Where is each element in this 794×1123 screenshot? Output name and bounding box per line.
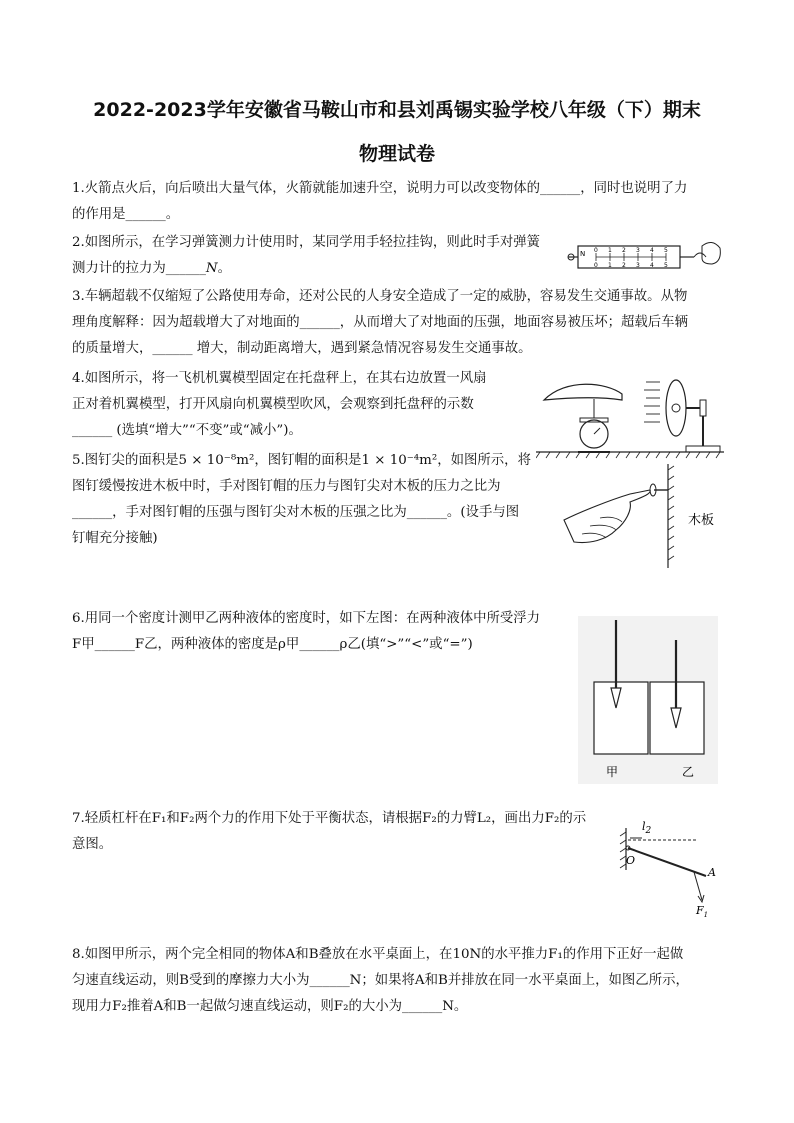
wing-model (544, 384, 622, 400)
scale-tick-label: 2 (622, 262, 626, 269)
q8-line1: 8.如图甲所示，两个完全相同的物体A和B叠放在水平桌面上，在10N的水平推力F₁的作用下正好一起做 (72, 947, 684, 962)
q2-line2c: 。 (217, 261, 232, 276)
scale-tick-label: 0 (594, 247, 598, 254)
lever-figure (612, 814, 722, 922)
q6-line1: 6.用同一个密度计测甲乙两种液体的密度时，如下左图：在两种液体中所受浮力 (72, 611, 541, 626)
scale-tick-label: 1 (608, 262, 612, 269)
question-8 (72, 942, 689, 1020)
scale-tick-label: 0 (594, 262, 598, 269)
pushpin-figure (560, 460, 730, 572)
q3-line3: 的质量增大，______ 增大，制动距离增大，遇到紧急情况容易发生交通事故。 (72, 341, 532, 356)
q1-line1: 1.火箭点火后，向后喷出大量气体，火箭就能加速升空，说明力可以改变物体的______，同时也说明了力 (72, 181, 688, 196)
q3-line1: 3.车辆超载不仅缩短了公路使用寿命，还对公民的人身安全造成了一定的威胁，容易发生交通事故。从物 (72, 289, 688, 304)
q3-line2: 理角度解释：因为超载增大了对地面的______，从而增大了对地面的压强，地面容易被压坏；超载后车辆 (72, 315, 688, 330)
board-label: 木板 (688, 513, 715, 528)
pivot-label: O (626, 854, 636, 867)
force-f1-arrow (694, 872, 702, 900)
hand-icon (564, 490, 650, 543)
q4-line1: 4.如图所示，将一飞机机翼模型固定在托盘秤上，在其右边放置一风扇 (72, 371, 487, 386)
q5-line1a: 5.图钉尖的面积是 (72, 453, 179, 468)
q2-line1: 2.如图所示，在学习弹簧测力计使用时，某同学用手轻拉挂钩，则此时手对弹簧 (72, 235, 541, 250)
l2-label (642, 820, 652, 836)
question-4 (72, 366, 487, 444)
scale-tick-label: 3 (636, 247, 640, 254)
l2-subscript: 2 (645, 826, 652, 836)
page-title: 2022-2023学年安徽省马鞍山市和县刘禹锡实验学校八年级（下）期末 (93, 99, 701, 121)
q6-line2: F甲______F乙，两种液体的密度是ρ甲______ρ乙(填“>”“<”或“=”) (72, 637, 473, 652)
scale-tick-label: 4 (650, 247, 654, 254)
q8-line2: 匀速直线运动，则B受到的摩擦力大小为______N；如果将A和B并排放在同一水平桌面上，如图乙所示， (72, 973, 689, 988)
question-1 (72, 176, 687, 228)
hand-icon (702, 242, 720, 264)
q5-line4: 钉帽充分接触) (72, 531, 158, 546)
question-6 (72, 606, 540, 658)
q4-line3: ______ (选填“增大”“不变”或“减小”)。 (72, 423, 302, 438)
q5-line3: ______，手对图钉帽的压强与图钉尖对木板的压强之比为______。(设手与图 (72, 505, 520, 520)
q4-line2: 正对着机翼模型，打开风扇向机翼模型吹风，会观察到托盘秤的示数 (72, 397, 474, 412)
label-yi: 乙 (682, 765, 695, 779)
scale-tick-label: 3 (636, 262, 640, 269)
l2-symbol: l (642, 820, 646, 833)
q5-line1b: ，图钉帽的面积是 (254, 453, 362, 468)
scale-tick-label: 5 (664, 247, 668, 254)
f1-label (695, 904, 708, 919)
q2-unit: N (205, 261, 218, 276)
page-subtitle: 物理试卷 (358, 143, 435, 165)
point-a-label: A (708, 866, 716, 879)
question-5 (72, 448, 531, 552)
label-jia: 甲 (606, 765, 619, 779)
q2-line2a: 测力计的拉力为______ (72, 261, 206, 276)
f1-subscript: 1 (703, 911, 709, 919)
q5-line2: 图钉缓慢按进木板中时，手对图钉帽的压力与图钉尖对木板的压力之比为 (72, 479, 501, 494)
f1-symbol: F (696, 904, 704, 917)
question-7 (72, 806, 586, 858)
question-2 (72, 230, 540, 282)
scale-tick-label: 4 (650, 262, 654, 269)
q1-line2: 的作用是______。 (72, 207, 180, 222)
question-3 (72, 284, 688, 362)
q8-line3: 现用力F₂推着A和B一起做匀速直线运动，则F₂的大小为______N。 (72, 999, 468, 1014)
lever-rod (628, 848, 706, 876)
q7-line1: 7.轻质杠杆在F₁和F₂两个力的作用下处于平衡状态，请根据F₂的力臂L₂，画出力F₂的示 (72, 811, 587, 826)
scale-unit-label: N (580, 250, 586, 258)
beaker-jia (594, 682, 648, 754)
fan-icon (666, 380, 686, 436)
hydrometer-figure (578, 616, 718, 784)
q7-line2: 意图。 (72, 837, 113, 852)
spring-scale-figure (566, 238, 722, 278)
q5-area2: 1 × 10⁻⁴m² (361, 453, 438, 468)
wing-fan-figure (536, 368, 724, 460)
scale-tick-label: 1 (608, 247, 612, 254)
q5-line1c: ，如图所示，将 (437, 453, 531, 468)
scale-tick-label: 5 (664, 262, 668, 269)
scale-tick-label: 2 (622, 247, 626, 254)
q5-area1: 5 × 10⁻⁸m² (178, 453, 255, 468)
